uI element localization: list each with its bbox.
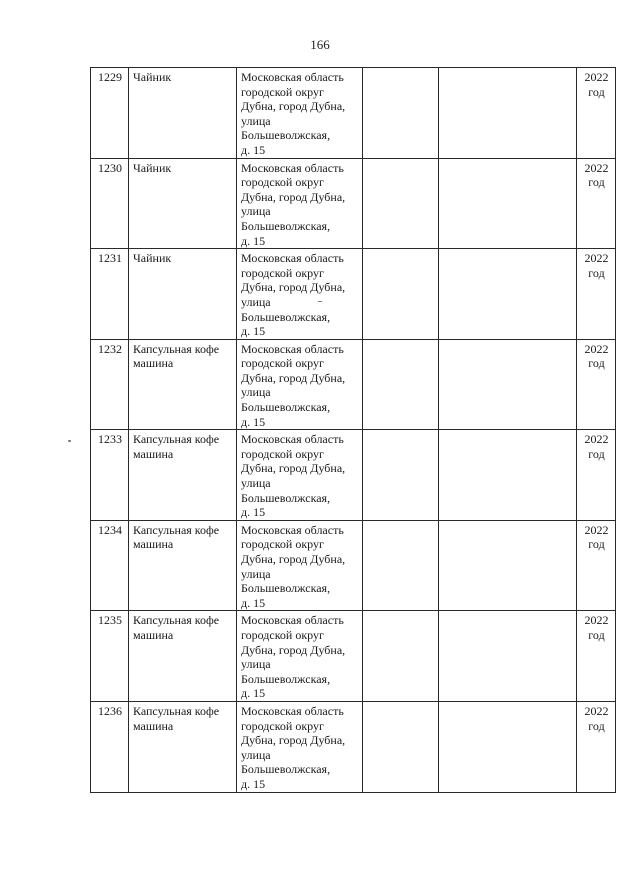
address-line: Большеволжская, <box>241 581 331 596</box>
year-value: 2022 <box>584 70 609 84</box>
item-name-cell <box>129 339 237 430</box>
empty-cell <box>439 520 577 611</box>
year-cell <box>577 339 616 430</box>
table-row <box>91 701 616 792</box>
item-name-cell <box>129 701 237 792</box>
year-unit: год <box>588 356 605 371</box>
address-line: улица <box>241 747 271 762</box>
item-number: 1229 <box>98 70 122 84</box>
item-name-cell <box>129 520 237 611</box>
empty-cell <box>363 158 439 249</box>
address-line: Дубна, город Дубна, <box>241 552 346 566</box>
address-cell <box>237 430 363 521</box>
address-line: Дубна, город Дубна, <box>241 370 346 385</box>
item-name: Капсульная кофе машина <box>133 703 220 733</box>
table-row <box>91 611 616 702</box>
year-unit: год <box>588 718 605 733</box>
item-name-cell <box>129 158 237 249</box>
address-line: улица <box>241 657 271 672</box>
address-line: д. 15 <box>241 324 266 339</box>
item-number: 1236 <box>98 703 122 718</box>
address-cell <box>237 68 363 159</box>
year-value: 2022 <box>584 432 609 447</box>
item-name-cell <box>129 68 237 159</box>
item-number-cell <box>91 611 129 702</box>
year-value: 2022 <box>584 160 609 175</box>
year-unit: год <box>588 627 605 642</box>
table-row <box>91 520 616 611</box>
page-number: 166 <box>310 37 330 52</box>
address-line: Дубна, город Дубна, <box>241 189 346 204</box>
address-line: Московская область <box>241 613 344 628</box>
item-number-cell <box>91 701 129 792</box>
address-line: Большеволжская, <box>241 762 331 777</box>
address-line: городской округ <box>241 175 324 190</box>
address-line: д. 15 <box>241 595 266 610</box>
year-value: 2022 <box>584 251 609 266</box>
year-cell <box>577 611 616 702</box>
address-line: Московская область <box>241 703 344 718</box>
address-cell <box>237 158 363 249</box>
property-table <box>90 67 616 793</box>
year-unit: год <box>588 265 605 280</box>
item-number-cell <box>91 68 129 159</box>
item-number-cell <box>91 430 129 521</box>
address-line: городской округ <box>241 627 324 642</box>
item-name: Чайник <box>133 251 172 266</box>
empty-cell <box>439 701 577 792</box>
address-cell <box>237 520 363 611</box>
address-line: Большеволжская, <box>241 128 331 143</box>
year-cell <box>577 701 616 792</box>
empty-cell <box>363 339 439 430</box>
address-line: Большеволжская, <box>241 400 331 415</box>
address-line: Дубна, город Дубна, <box>241 461 346 476</box>
address-line: Дубна, город Дубна, <box>241 99 346 114</box>
address-line: д. 15 <box>241 233 266 248</box>
item-name-cell <box>129 430 237 521</box>
address-line: городской округ <box>241 537 324 552</box>
item-name-cell <box>129 249 237 340</box>
scan-speck <box>68 440 71 442</box>
item-number: 1235 <box>98 613 122 628</box>
empty-cell <box>439 339 577 430</box>
empty-cell <box>363 611 439 702</box>
address-line: городской округ <box>241 718 324 733</box>
year-cell <box>577 158 616 249</box>
item-number: 1233 <box>98 432 122 447</box>
address-line: д. 15 <box>241 686 266 701</box>
empty-cell <box>439 68 577 159</box>
address-line: Московская область <box>241 70 344 84</box>
year-value: 2022 <box>584 613 609 628</box>
address-cell <box>237 339 363 430</box>
empty-cell <box>439 158 577 249</box>
scan-speck <box>318 301 322 302</box>
address-line: улица <box>241 476 271 491</box>
item-name: Чайник <box>133 70 172 84</box>
year-cell <box>577 68 616 159</box>
table-body <box>91 68 616 793</box>
address-line: Московская область <box>241 432 344 447</box>
year-value: 2022 <box>584 341 609 356</box>
address-line: Большеволжская, <box>241 218 331 233</box>
empty-cell <box>439 611 577 702</box>
item-name-cell <box>129 611 237 702</box>
address-line: Дубна, город Дубна, <box>241 280 346 295</box>
empty-cell <box>363 520 439 611</box>
item-number-cell <box>91 520 129 611</box>
address-line: улица <box>241 294 271 309</box>
address-line: городской округ <box>241 356 324 371</box>
empty-cell <box>363 68 439 159</box>
year-value: 2022 <box>584 522 609 537</box>
item-number: 1234 <box>98 522 122 537</box>
table-row <box>91 68 616 159</box>
empty-cell <box>363 430 439 521</box>
empty-cell <box>363 701 439 792</box>
address-line: Московская область <box>241 341 344 356</box>
address-cell <box>237 611 363 702</box>
empty-cell <box>439 249 577 340</box>
item-number-cell <box>91 158 129 249</box>
address-line: Большеволжская, <box>241 671 331 686</box>
item-name: Капсульная кофе машина <box>133 522 220 552</box>
address-line: улица <box>241 204 271 219</box>
year-cell <box>577 520 616 611</box>
table-row <box>91 249 616 340</box>
item-number: 1232 <box>98 341 122 356</box>
item-name: Капсульная кофе машина <box>133 432 220 461</box>
year-unit: год <box>588 537 605 552</box>
address-line: Московская область <box>241 522 344 537</box>
address-line: д. 15 <box>241 142 266 157</box>
year-unit: год <box>588 446 605 461</box>
address-cell <box>237 249 363 340</box>
item-number: 1231 <box>98 251 122 266</box>
address-line: улица <box>241 385 271 400</box>
address-line: Московская область <box>241 251 344 266</box>
item-name: Капсульная кофе машина <box>133 341 220 371</box>
address-line: д. 15 <box>241 776 266 791</box>
item-number-cell <box>91 339 129 430</box>
address-line: городской округ <box>241 265 324 280</box>
item-name: Чайник <box>133 160 172 175</box>
year-unit: год <box>588 175 605 190</box>
item-name: Капсульная кофе машина <box>133 613 220 642</box>
address-line: Большеволжская, <box>241 490 331 505</box>
table-row <box>91 430 616 521</box>
address-line: улица <box>241 566 271 581</box>
year-cell <box>577 249 616 340</box>
address-line: д. 15 <box>241 414 266 429</box>
address-line: д. 15 <box>241 505 266 520</box>
year-value: 2022 <box>584 703 609 718</box>
year-cell <box>577 430 616 521</box>
table-row <box>91 158 616 249</box>
table-row <box>91 339 616 430</box>
address-line: улица <box>241 113 271 128</box>
address-line: Московская область <box>241 160 344 175</box>
empty-cell <box>439 430 577 521</box>
address-cell <box>237 701 363 792</box>
item-number-cell <box>91 249 129 340</box>
item-number: 1230 <box>98 160 122 175</box>
empty-cell <box>363 249 439 340</box>
address-line: Большеволжская, <box>241 309 331 324</box>
address-line: городской округ <box>241 84 324 99</box>
address-line: Дубна, город Дубна, <box>241 733 346 748</box>
year-unit: год <box>588 84 605 99</box>
address-line: городской округ <box>241 446 324 461</box>
address-line: Дубна, город Дубна, <box>241 642 346 657</box>
